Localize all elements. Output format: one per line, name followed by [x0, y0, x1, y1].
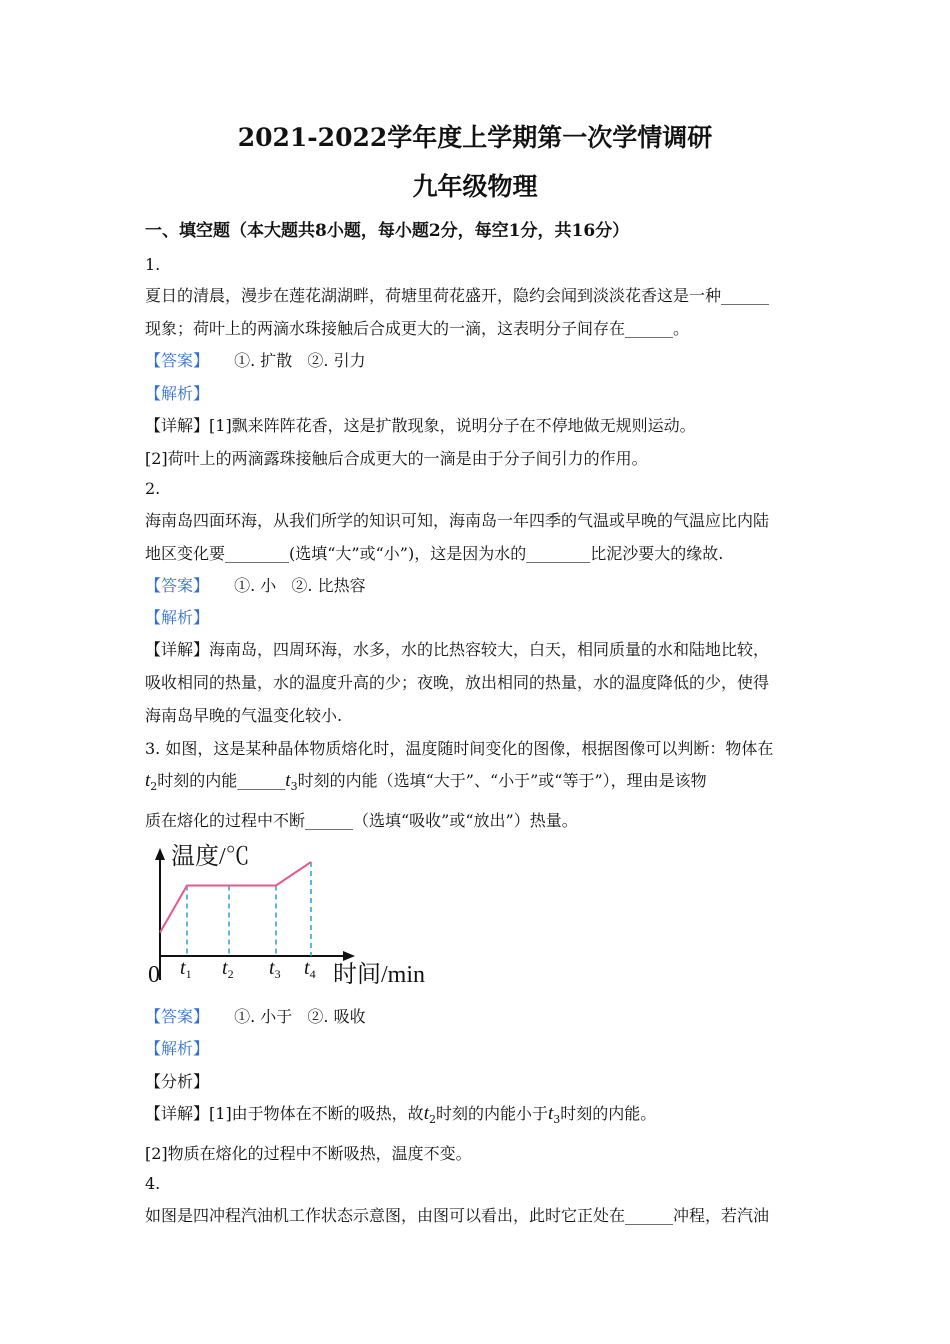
q3-line2-part2: 时刻的内能（选填“大于”、“小于”或“等于”），理由是该物: [297, 771, 707, 790]
tick-label-t4: $t_4$: [304, 957, 316, 981]
temperature-time-chart: [145, 838, 435, 993]
q1-answer-2: ②. 引力: [307, 351, 366, 370]
q2-text-line2: 地区变化要________(选填“大”或“小”)，这是因为水的________比泥沙要大的缘故.: [145, 544, 724, 563]
q3-detail-1: [145, 1101, 656, 1125]
analysis-label: 【解析】: [145, 1039, 210, 1058]
q1-number: 1.: [145, 255, 161, 274]
page-title: 2021-2022学年度上学期第一次学情调研: [237, 123, 713, 152]
var-t: t: [285, 770, 291, 791]
sub-3: 3: [290, 780, 298, 793]
q1-detail-2: [2]荷叶上的两滴露珠接触后合成更大的一滴是由于分子间引力的作用。: [145, 449, 648, 468]
q2-text-line1: 海南岛四面环海，从我们所学的知识可知，海南岛一年四季的气温或早晚的气温应比内陆: [145, 511, 770, 530]
origin-label: 0: [148, 962, 160, 988]
sub-2: 2: [150, 780, 158, 793]
tick-label-t2: $t_2$: [222, 957, 234, 981]
answer-label: 【答案】: [145, 576, 210, 595]
answer-label: 【答案】: [145, 351, 210, 370]
q3-detail-1-part3: 时刻的内能。: [560, 1104, 657, 1123]
tick-label-t3: $t_3$: [269, 957, 281, 981]
q3-answer-1: ①. 小于: [234, 1007, 293, 1026]
analysis-label: 【解析】: [145, 384, 210, 403]
x-axis-label: 时间/min: [333, 962, 426, 988]
temperature-series-line: [160, 862, 311, 933]
q2-answer-1: ①. 小: [234, 576, 277, 595]
detail-label: 【详解】: [145, 416, 210, 435]
detail-label: 【详解】: [145, 1104, 210, 1123]
q3-detail-2: [2]物质在熔化的过程中不断吸热，温度不变。: [145, 1144, 472, 1163]
section-heading: 一、填空题（本大题共8小题，每小题2分，每空1分，共16分）: [145, 221, 630, 241]
q1-detail-1-text: [1]飘来阵阵花香，这是扩散现象，说明分子在不停地做无规则运动。: [209, 416, 696, 435]
q3-answer-row: [145, 1004, 366, 1027]
q3-detail-1-part2: 时刻的内能小于: [435, 1104, 548, 1123]
answer-label: 【答案】: [145, 1007, 210, 1026]
q2-detail-1: [145, 637, 769, 660]
q1-answer-row: [145, 348, 366, 371]
q4-text-line1: 如图是四冲程汽油机工作状态示意图，由图可以看出，此时它正处在______冲程，若汽油: [145, 1206, 770, 1225]
q3-text-line2: [145, 768, 707, 792]
y-axis-label: 温度/℃: [171, 844, 250, 870]
var-t: t: [145, 770, 151, 791]
q1-text-line1: 夏日的清晨，漫步在莲花湖湖畔，荷塘里荷花盛开，隐约会闻到淡淡花香这是一种______: [145, 286, 770, 305]
tick-label-t1: $t_1$: [180, 957, 192, 981]
q1-text-line2: 现象；荷叶上的两滴水珠接触后合成更大的一滴，这表明分子间存在______。: [145, 319, 690, 338]
fenxi-label: 【分析】: [145, 1072, 210, 1091]
var-t: t: [423, 1103, 429, 1124]
q3-detail-1-part1: [1]由于物体在不断的吸热，故: [209, 1104, 424, 1123]
q2-detail-2: 吸收相同的热量，水的温度升高的少；夜晚，放出相同的热量，水的温度降低的少，使得: [145, 673, 770, 692]
q2-number: 2.: [145, 479, 161, 498]
q4-number: 4.: [145, 1174, 161, 1193]
q1-detail-1: [145, 413, 696, 436]
analysis-label: 【解析】: [145, 608, 210, 627]
q2-detail-3: 海南岛早晚的气温变化较小.: [145, 706, 343, 725]
detail-label: 【详解】: [145, 640, 210, 659]
x-axis-arrow: [343, 951, 355, 961]
var-t: t: [547, 1103, 554, 1124]
q3-text-line3: 质在熔化的过程中不断______（选填“吸收”或“放出”）热量。: [145, 811, 578, 830]
sub-2: 2: [428, 1113, 436, 1126]
q3-answer-2: ②. 吸收: [307, 1007, 366, 1026]
q2-answer-row: [145, 573, 366, 596]
page-subtitle: 九年级物理: [412, 172, 538, 201]
y-axis-arrow: [155, 848, 165, 860]
q2-answer-2: ②. 比热容: [291, 576, 366, 595]
q3-text-line1: 3. 如图，这是某种晶体物质熔化时，温度随时间变化的图像，根据图像可以判断：物体在: [145, 739, 774, 758]
sub-3: 3: [553, 1113, 561, 1126]
q2-detail-1-text: 海南岛，四周环海，水多，水的比热容较大，白天，相同质量的水和陆地比较，: [209, 640, 770, 659]
q1-answer-1: ①. 扩散: [234, 351, 293, 370]
q3-line2-part1: 时刻的内能______: [157, 771, 286, 790]
